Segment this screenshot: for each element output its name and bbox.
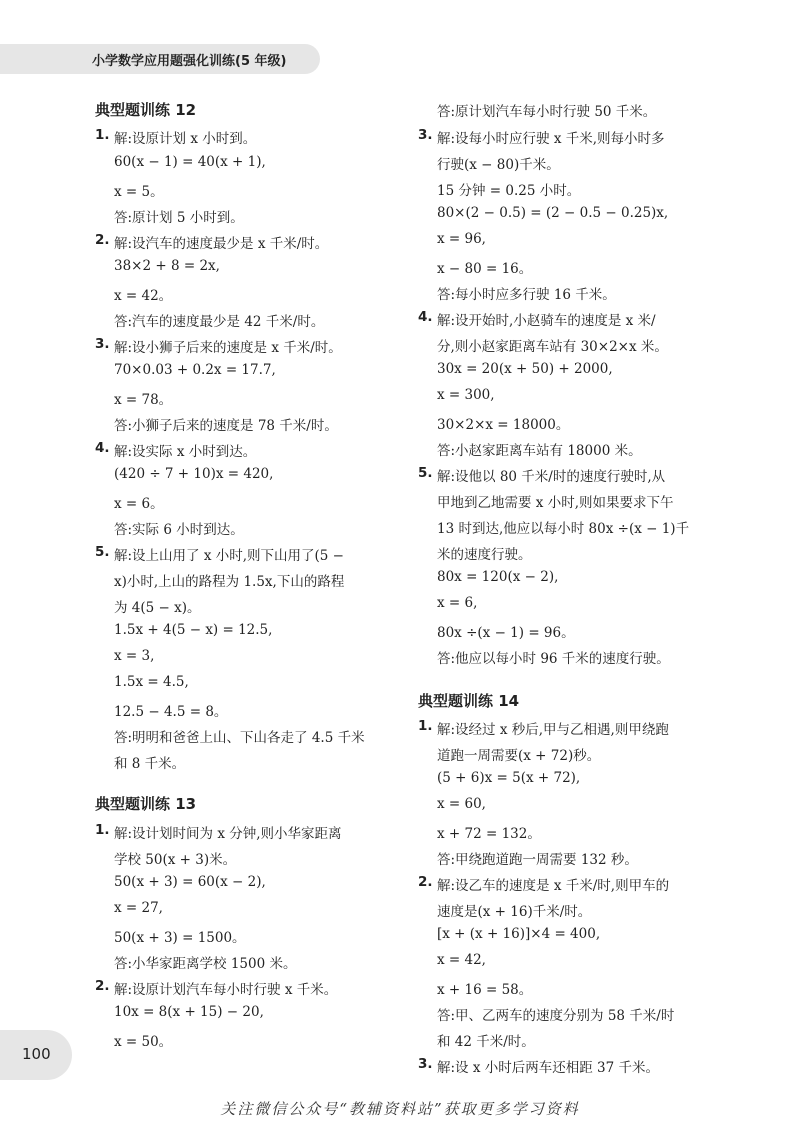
section-title-14: 典型题训练 14 [418,692,520,710]
solution-line: x = 3, [114,648,155,664]
solution-line: 80x ÷(x − 1) = 96。 [437,625,575,641]
problem-number: 3. [418,127,433,143]
footer-note: 关注微信公众号“教辅资料站”获取更多学习资料 [220,1100,580,1118]
solution-line: 解:设经过 x 秒后,甲与乙相遇,则甲绕跑 [437,722,669,738]
solution-line: 30x = 20(x + 50) + 2000, [437,361,613,377]
problem-number: 2. [418,874,433,890]
page-number: 100 [22,1045,51,1063]
solution-line: x = 300, [437,387,495,403]
solution-line: 道跑一周需要(x + 72)秒。 [437,748,601,764]
solution-line: 解:设汽车的速度最少是 x 千米/时。 [114,236,329,252]
solution-line: x = 27, [114,900,163,916]
solution-line: 学校 50(x + 3)米。 [114,852,237,868]
answer-line: 答:原计划汽车每小时行驶 50 千米。 [437,104,657,120]
solution-line: 12.5 − 4.5 = 8。 [114,704,228,720]
solution-line: 米的速度行驶。 [437,547,532,563]
answer-line: 答:实际 6 小时到达。 [114,522,244,538]
solution-line: 解:设 x 小时后两车还相距 37 千米。 [437,1060,660,1076]
problem-number: 2. [95,978,110,994]
problem-number: 4. [418,309,433,325]
solution-line: 80×(2 − 0.5) = (2 − 0.5 − 0.25)x, [437,205,669,221]
solution-line: x + 16 = 58。 [437,982,533,998]
answer-line: 和 42 千米/时。 [437,1034,535,1050]
solution-line: 行驶(x − 80)千米。 [437,157,560,173]
solution-line: 解:设小狮子后来的速度是 x 千米/时。 [114,340,342,356]
solution-line: 50(x + 3) = 60(x − 2), [114,874,266,890]
answer-line: 答:他应以每小时 96 千米的速度行驶。 [437,651,670,667]
solution-line: x = 60, [437,796,486,812]
solution-line: x = 50。 [114,1034,173,1050]
solution-line: x = 96, [437,231,486,247]
solution-line: x = 6, [437,595,478,611]
solution-line: x = 42。 [114,288,173,304]
solution-line: 38×2 + 8 = 2x, [114,258,220,274]
solution-line: 80x = 120(x − 2), [437,569,559,585]
problem-number: 1. [418,718,433,734]
solution-line: (5 + 6)x = 5(x + 72), [437,770,581,786]
problem-number: 4. [95,440,110,456]
solution-line: x = 78。 [114,392,173,408]
solution-line: 解:设每小时应行驶 x 千米,则每小时多 [437,131,665,147]
solution-line: 50(x + 3) = 1500。 [114,930,246,946]
solution-line: x + 72 = 132。 [437,826,541,842]
problem-number: 1. [95,127,110,143]
book-title: 小学数学应用题强化训练(5 年级) [92,54,287,69]
solution-line: 分,则小赵家距离车站有 30×2×x 米。 [437,339,668,355]
solution-line: 70×0.03 + 0.2x = 17.7, [114,362,276,378]
solution-line: x = 6。 [114,496,164,512]
problem-number: 2. [95,232,110,248]
solution-line: x = 42, [437,952,486,968]
problem-number: 3. [418,1056,433,1072]
answer-line: 答:小赵家距离车站有 18000 米。 [437,443,642,459]
section-title-13: 典型题训练 13 [95,795,197,813]
answer-line: 和 8 千米。 [114,756,186,772]
problem-number: 1. [95,822,110,838]
solution-line: 为 4(5 − x)。 [114,600,201,616]
problem-number: 3. [95,336,110,352]
solution-line: 解:设上山用了 x 小时,则下山用了(5 − [114,548,344,564]
solution-line: 解:设开始时,小赵骑车的速度是 x 米/ [437,313,656,329]
answer-line: 答:原计划 5 小时到。 [114,210,244,226]
answer-line: 答:每小时应多行驶 16 千米。 [437,287,616,303]
problem-number: 5. [95,544,110,560]
answer-line: 答:小狮子后来的速度是 78 千米/时。 [114,418,338,434]
solution-line: 60(x − 1) = 40(x + 1), [114,154,266,170]
solution-line: 解:设原计划 x 小时到。 [114,131,257,147]
solution-line: 解:设乙车的速度是 x 千米/时,则甲车的 [437,878,670,894]
solution-line: 解:设实际 x 小时到达。 [114,444,257,460]
answer-line: 答:甲绕跑道跑一周需要 132 秒。 [437,852,638,868]
section-title-12: 典型题训练 12 [95,101,197,119]
solution-line: 10x = 8(x + 15) − 20, [114,1004,264,1020]
problem-number: 5. [418,465,433,481]
solution-line: 30×2×x = 18000。 [437,417,570,433]
solution-line: 甲地到乙地需要 x 小时,则如果要求下午 [437,495,674,511]
answer-line: 答:明明和爸爸上山、下山各走了 4.5 千米 [114,730,365,746]
answer-line: 答:汽车的速度最少是 42 千米/时。 [114,314,325,330]
solution-line: x = 5。 [114,184,164,200]
solution-line: 1.5x = 4.5, [114,674,189,690]
solution-line: (420 ÷ 7 + 10)x = 420, [114,466,274,482]
solution-line: 解:设他以 80 千米/时的速度行驶时,从 [437,469,666,485]
solution-line: 解:设计划时间为 x 分钟,则小华家距离 [114,826,342,842]
solution-line: 13 时到达,他应以每小时 80x ÷(x − 1)千 [437,521,690,537]
answer-line: 答:小华家距离学校 1500 米。 [114,956,297,972]
solution-line: x − 80 = 16。 [437,261,533,277]
solution-line: [x + (x + 16)]×4 = 400, [437,926,601,942]
solution-line: x)小时,上山的路程为 1.5x,下山的路程 [114,574,345,590]
solution-line: 1.5x + 4(5 − x) = 12.5, [114,622,273,638]
solution-line: 15 分钟 = 0.25 小时。 [437,183,581,199]
solution-line: 解:设原计划汽车每小时行驶 x 千米。 [114,982,338,998]
answer-line: 答:甲、乙两车的速度分别为 58 千米/时 [437,1008,675,1024]
solution-line: 速度是(x + 16)千米/时。 [437,904,592,920]
